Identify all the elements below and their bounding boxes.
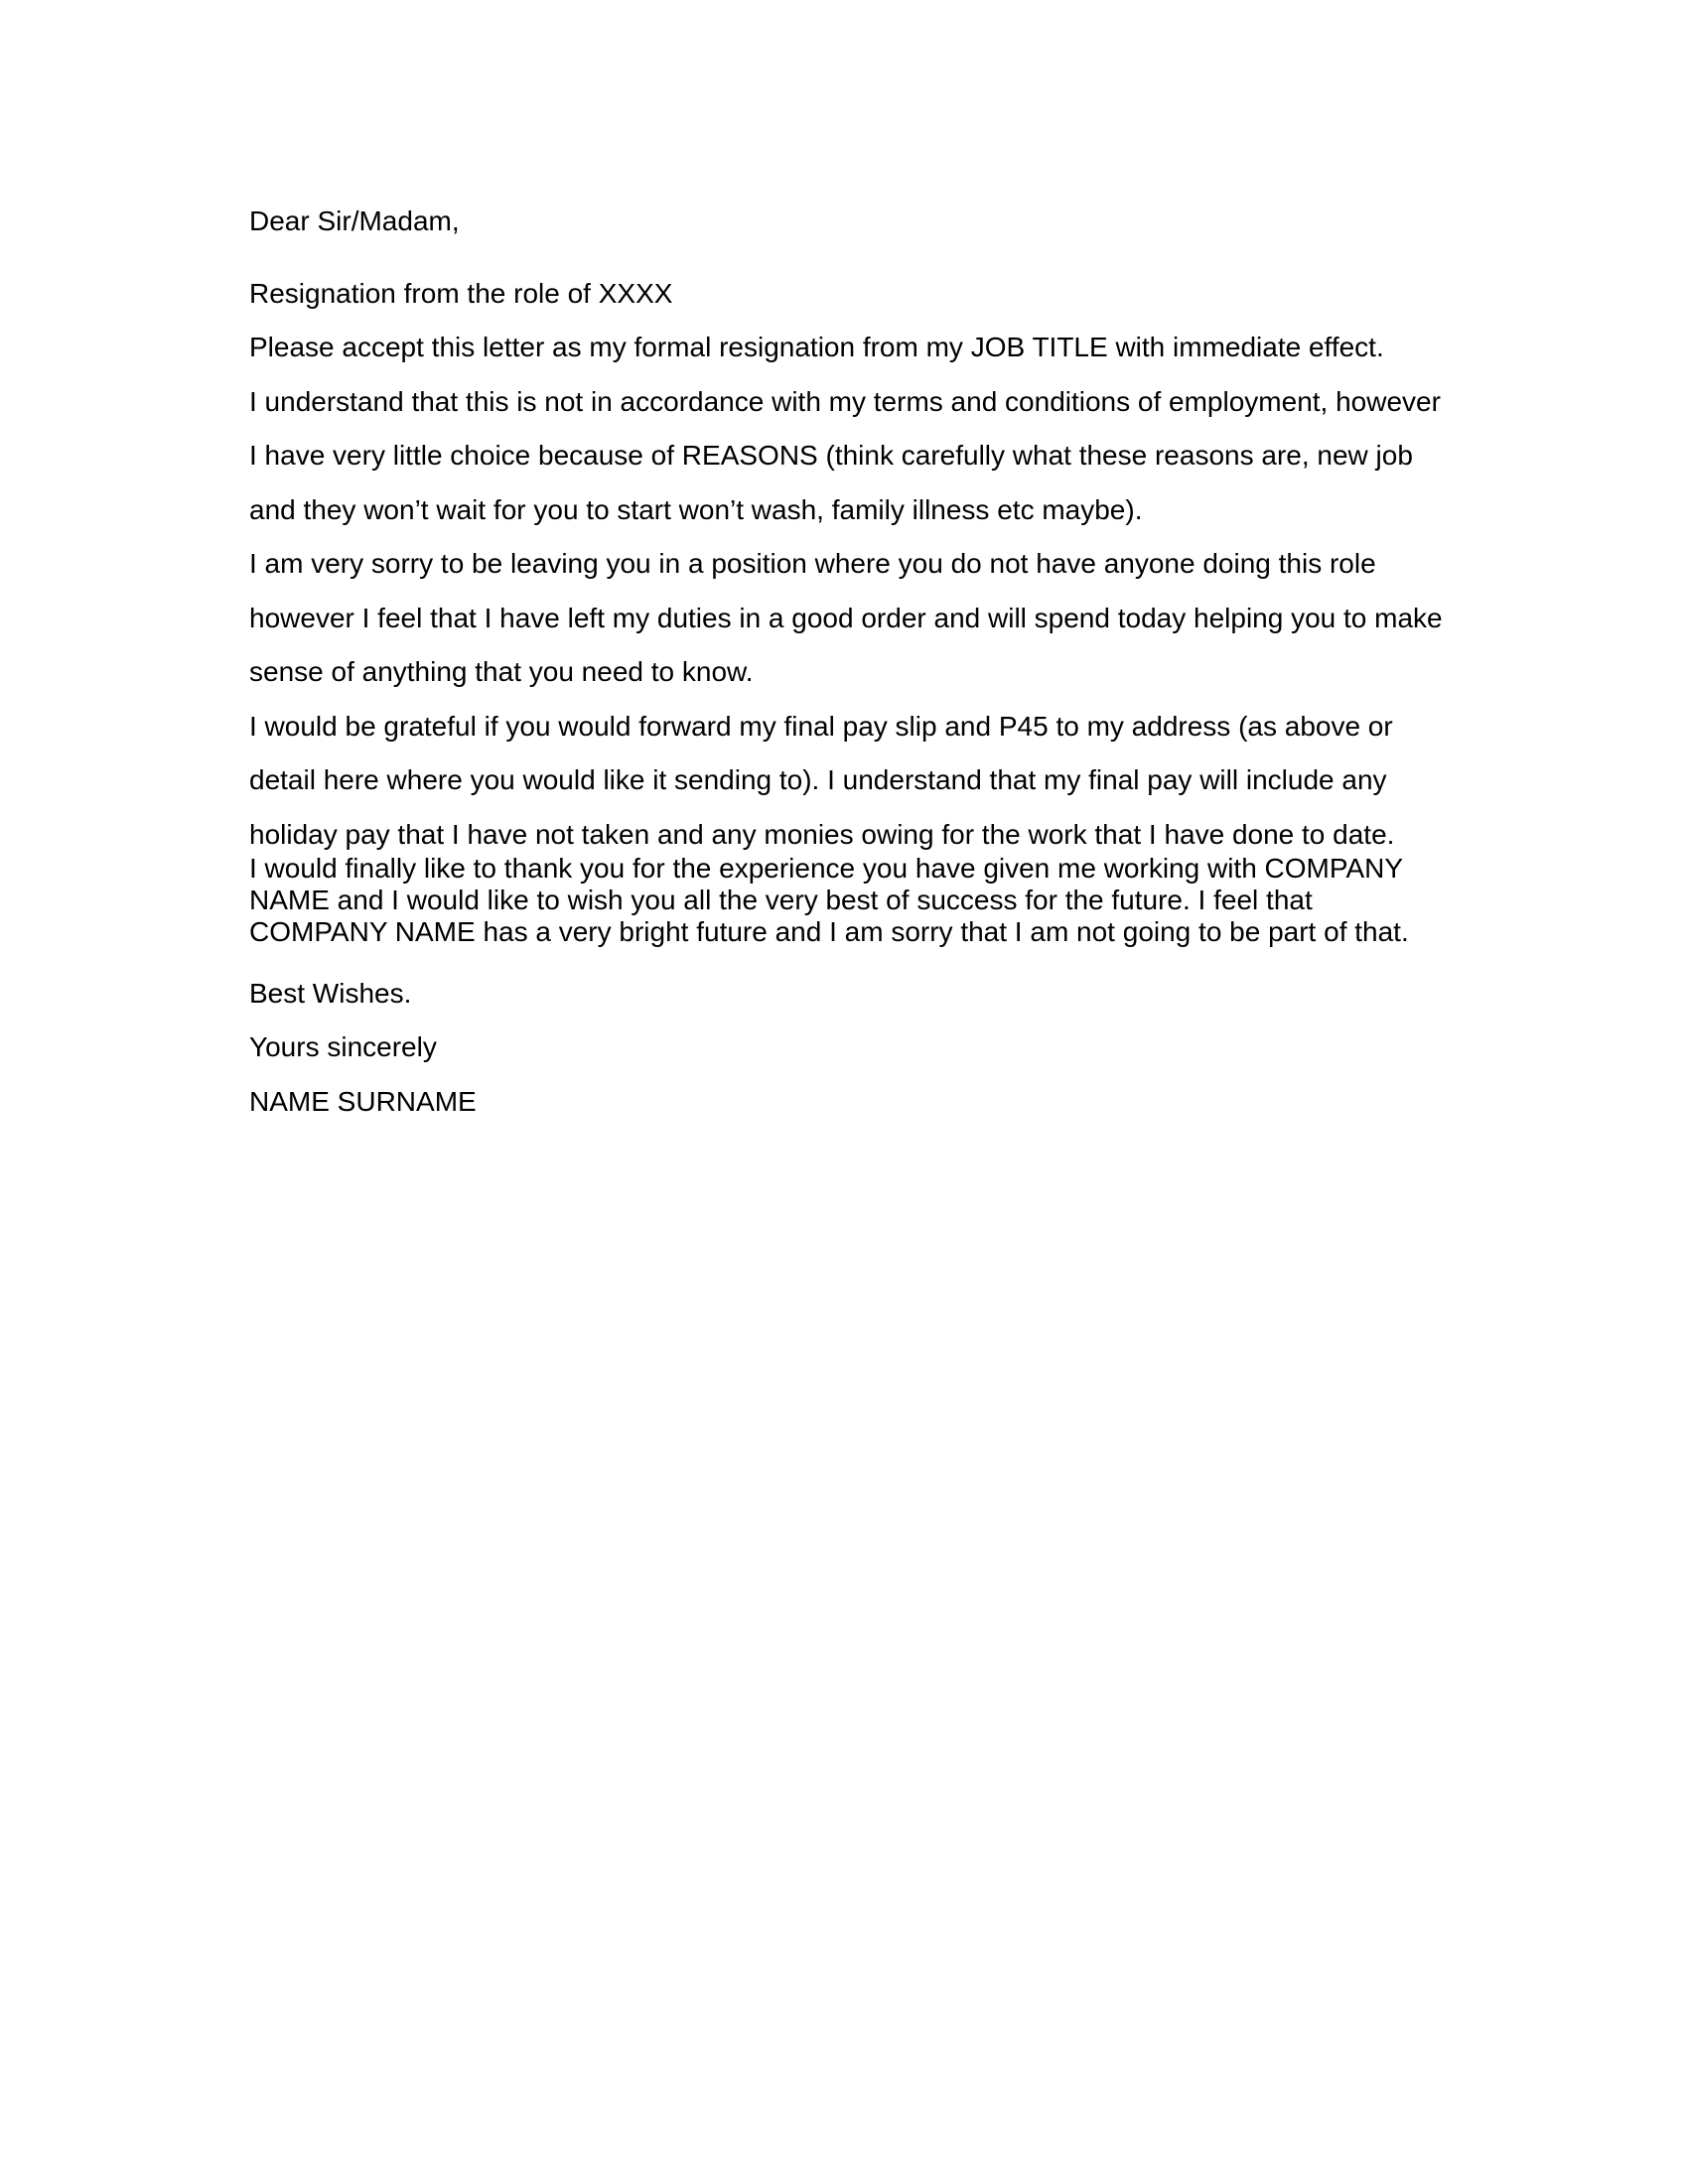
paragraph-reasons (249, 375, 1480, 538)
paragraph-line: I have very little choice because of REASONS (think carefully what these reasons are, new job (249, 440, 1413, 471)
subject-line: Resignation from the role of XXXX (249, 277, 673, 309)
paragraph-line: and they won’t wait for you to start won’t wash, family illness etc maybe). (249, 493, 1143, 525)
paragraph-apology (249, 537, 1480, 700)
spacer (249, 249, 1480, 267)
spacer (249, 949, 1480, 967)
paragraph-line: I would finally like to thank you for the experience you have given me working with COMPANY (249, 852, 1404, 884)
signature-name: NAME SURNAME (249, 1085, 477, 1117)
paragraph-line: NAME and I would like to wish you all the very best of success for the future. I feel that (249, 885, 1313, 916)
paragraph-line: Please accept this letter as my formal resignation from my JOB TITLE with immediate effect. (249, 332, 1384, 362)
paragraph-final-pay (249, 700, 1480, 851)
paragraph-line: I am very sorry to be leaving you in a position where you do not have anyone doing this role (249, 548, 1376, 579)
paragraph-resignation (249, 321, 1480, 375)
salutation: Dear Sir/Madam, (249, 205, 460, 236)
letter-body (249, 195, 1480, 1129)
paragraph-line: sense of anything that you need to know. (249, 656, 754, 687)
paragraph-line: however I feel that I have left my duties in a good order and will spend today helping you to make (249, 602, 1443, 633)
paragraph-line: detail here where you would like it sending to). I understand that my final pay will include any (249, 764, 1387, 795)
paragraph-line: holiday pay that I have not taken and any monies owing for the work that I have done to date. (249, 818, 1395, 850)
paragraph-line: I understand that this is not in accordance with my terms and conditions of employment, however (249, 385, 1441, 417)
paragraph-thanks (249, 851, 1480, 949)
sign-off: Best Wishes. (249, 977, 412, 1009)
paragraph-line: COMPANY NAME has a very bright future and I am sorry that I am not going to be part of that. (249, 916, 1409, 948)
closing: Yours sincerely (249, 1031, 437, 1063)
paragraph-line: I would be grateful if you would forward my final pay slip and P45 to my address (as above or (249, 710, 1393, 742)
